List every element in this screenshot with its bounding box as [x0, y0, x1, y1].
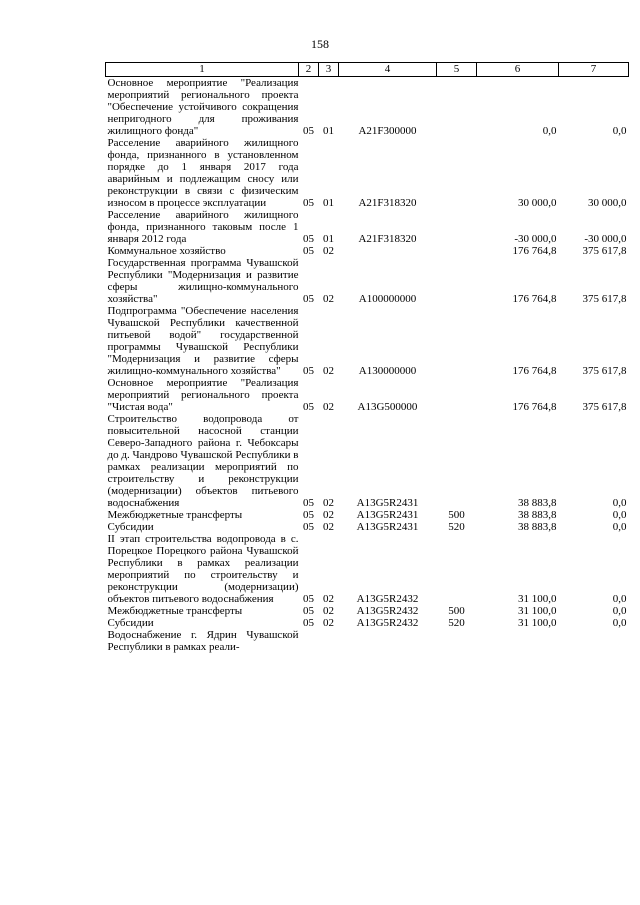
target-article-code: A13G5R2432: [356, 617, 419, 629]
expense-type-code: [437, 77, 477, 138]
amount-year-1: -30 000,0: [514, 233, 557, 245]
amount-year-2: 0,0: [612, 521, 627, 533]
expense-type-code: [437, 305, 477, 377]
amount-year-2: 30 000,0: [588, 197, 627, 209]
expense-type-code: [437, 209, 477, 245]
expense-type-code: [437, 413, 477, 509]
table-row: [106, 629, 629, 653]
section-code: 05: [303, 125, 314, 137]
column-header: 6: [477, 63, 559, 77]
row-name: Коммунальное хозяйство: [107, 245, 226, 257]
column-header: 4: [339, 63, 437, 77]
target-article-code: A13G5R2431: [356, 521, 419, 533]
amount-year-2: [559, 629, 629, 653]
expense-type-code: 500: [448, 509, 465, 521]
amount-year-2: 0,0: [612, 593, 627, 605]
row-name: Субсидии: [107, 521, 154, 533]
subsection-code: 02: [323, 521, 334, 533]
section-code: 05: [303, 365, 314, 377]
section-code: 05: [303, 617, 314, 629]
target-article-code: A13G5R2432: [356, 605, 419, 617]
amount-year-2: 0,0: [612, 125, 627, 137]
section-code: 05: [303, 593, 314, 605]
budget-table: [105, 62, 629, 653]
row-name: Основное мероприятие "Реализация мероприятий регионального проекта "Чистая вода": [107, 377, 299, 413]
page-number: 158: [311, 37, 329, 51]
subsection-code: 02: [323, 365, 334, 377]
subsection-code: 01: [323, 125, 334, 137]
expense-type-code: [437, 137, 477, 209]
expense-type-code: [437, 629, 477, 653]
subsection-code: 02: [323, 593, 334, 605]
expense-type-code: 500: [448, 605, 465, 617]
expense-type-code: [437, 257, 477, 305]
table-row: [106, 137, 629, 209]
target-article-code: A130000000: [358, 365, 417, 377]
amount-year-1: 176 764,8: [512, 293, 557, 305]
subsection-code: 02: [323, 509, 334, 521]
subsection-code: 02: [323, 245, 334, 257]
amount-year-2: 375 617,8: [582, 293, 627, 305]
section-code: 05: [303, 245, 314, 257]
subsection-code: 02: [323, 401, 334, 413]
section-code: 05: [303, 401, 314, 413]
section-code: 05: [303, 605, 314, 617]
subsection-code: 01: [323, 197, 334, 209]
target-article-code: A100000000: [358, 293, 417, 305]
table-row: [106, 305, 629, 377]
row-name: Расселение аварийного жилищного фонда, признанного таковым после 1 января 2012 года: [107, 209, 299, 245]
expense-type-code: 520: [448, 521, 465, 533]
amount-year-2: 0,0: [612, 617, 627, 629]
row-name: Межбюджетные трансферты: [107, 605, 243, 617]
row-name: Подпрограмма "Обеспечение населения Чувашской Республики качественной питьевой водой" государственной программы Чувашской Республики "Модернизация и развитие сферы жилищно-коммунального хозяйства": [107, 305, 299, 377]
target-article-code: A21F318320: [358, 197, 417, 209]
target-article-code: A13G5R2431: [356, 509, 419, 521]
table-body: [106, 77, 629, 654]
amount-year-2: 375 617,8: [582, 401, 627, 413]
amount-year-2: 0,0: [612, 605, 627, 617]
table-row: [106, 209, 629, 245]
target-article-code: [339, 629, 437, 653]
amount-year-1: 176 764,8: [512, 245, 557, 257]
row-name: Строительство водопровода от повысительной насосной станции Северо-Западного района г. Чебоксары до д. Чандрово Чувашской Республики в рамках реализации мероприятий по строительству и реконструкции (модернизации) объектов питьевого водоснабжения: [107, 413, 299, 509]
expense-type-code: [437, 245, 477, 257]
amount-year-1: [477, 629, 559, 653]
subsection-code: 02: [323, 617, 334, 629]
target-article-code: A21F300000: [358, 125, 417, 137]
row-name: Субсидии: [107, 617, 154, 629]
subsection-code: 01: [323, 233, 334, 245]
table-row: [106, 509, 629, 521]
column-header: 3: [319, 63, 339, 77]
row-name: II этап строительства водопровода в с. Порецкое Порецкого района Чувашской Республики в рамках реализации мероприятий по строительству и реконструкции (модернизации) объектов питьевого водоснабжения: [107, 533, 299, 605]
column-header-row: [106, 63, 629, 77]
expense-type-code: [437, 533, 477, 605]
section-code: 05: [303, 509, 314, 521]
table-row: [106, 413, 629, 509]
amount-year-1: 38 883,8: [518, 509, 557, 521]
section-code: 05: [303, 293, 314, 305]
row-name: Основное мероприятие "Реализация мероприятий регионального проекта "Обеспечение устойчивого сокращения непригодного для проживания жилищного фонда": [107, 77, 299, 137]
section-code: 05: [303, 233, 314, 245]
target-article-code: [339, 245, 437, 257]
table-row: [106, 257, 629, 305]
table-row: [106, 605, 629, 617]
amount-year-2: 0,0: [612, 497, 627, 509]
table-row: [106, 533, 629, 605]
amount-year-1: 30 000,0: [518, 197, 557, 209]
table-row: [106, 245, 629, 257]
amount-year-1: 38 883,8: [518, 521, 557, 533]
column-header: 5: [437, 63, 477, 77]
row-name: Водоснабжение г. Ядрин Чувашской Республики в рамках реали-: [107, 629, 299, 653]
section-code: 05: [303, 197, 314, 209]
amount-year-2: 375 617,8: [582, 365, 627, 377]
amount-year-1: 176 764,8: [512, 401, 557, 413]
section-code: [299, 629, 319, 653]
amount-year-1: 38 883,8: [518, 497, 557, 509]
table-row: [106, 521, 629, 533]
target-article-code: A13G500000: [357, 401, 418, 413]
table-row: [106, 377, 629, 413]
row-name: Государственная программа Чувашской Республики "Модернизация и развитие сферы жилищно-коммунального хозяйства": [107, 257, 299, 305]
target-article-code: A13G5R2432: [356, 593, 419, 605]
amount-year-1: 31 100,0: [518, 617, 557, 629]
table-row: [106, 77, 629, 138]
subsection-code: 02: [323, 497, 334, 509]
column-header: 1: [106, 63, 299, 77]
target-article-code: A21F318320: [358, 233, 417, 245]
expense-type-code: [437, 377, 477, 413]
amount-year-2: 375 617,8: [582, 245, 627, 257]
table-row: [106, 617, 629, 629]
section-code: 05: [303, 521, 314, 533]
target-article-code: A13G5R2431: [356, 497, 419, 509]
column-header: 2: [299, 63, 319, 77]
row-name: Межбюджетные трансферты: [107, 509, 243, 521]
column-header: 7: [559, 63, 629, 77]
expense-type-code: 520: [448, 617, 465, 629]
amount-year-2: 0,0: [612, 509, 627, 521]
subsection-code: 02: [323, 293, 334, 305]
amount-year-1: 31 100,0: [518, 593, 557, 605]
subsection-code: 02: [323, 605, 334, 617]
amount-year-2: -30 000,0: [584, 233, 627, 245]
section-code: 05: [303, 497, 314, 509]
row-name: Расселение аварийного жилищного фонда, признанного в установленном порядке до 1 января 2017 года аварийным и подлежащим сносу или реконструкции в связи с физическим износом в процессе эксплуатации: [107, 137, 299, 209]
amount-year-1: 0,0: [542, 125, 557, 137]
amount-year-1: 176 764,8: [512, 365, 557, 377]
subsection-code: [319, 629, 339, 653]
amount-year-1: 31 100,0: [518, 605, 557, 617]
